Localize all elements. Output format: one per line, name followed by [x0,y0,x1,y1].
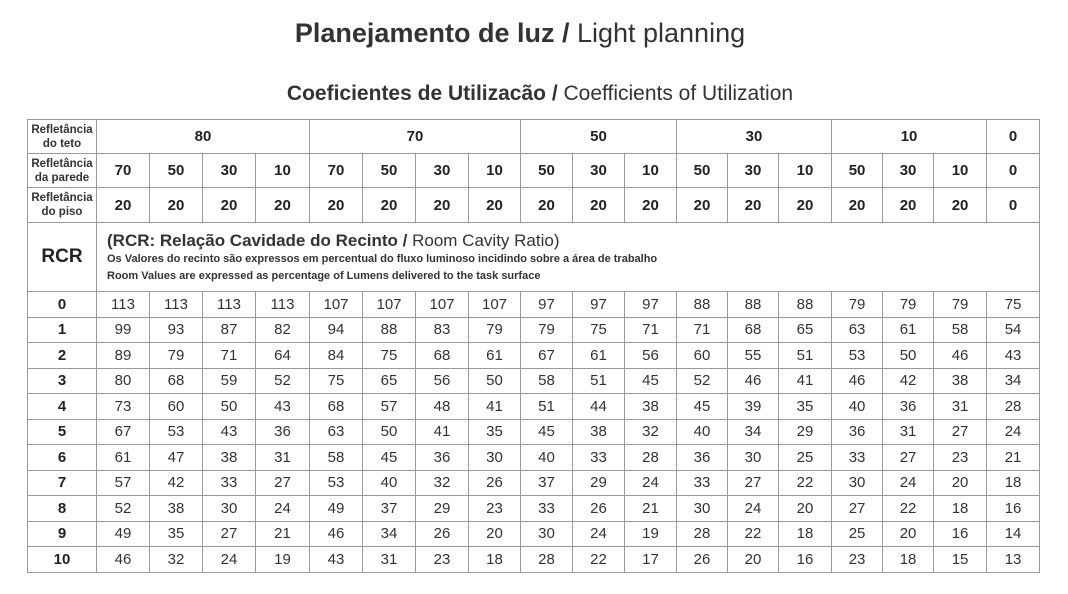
cu-value-cell: 13 [987,547,1040,573]
cu-value-cell: 56 [625,343,677,369]
cu-value-cell: 43 [256,394,310,420]
wall-value: 50 [363,154,416,188]
cu-value-cell: 53 [310,470,363,496]
wall-value: 30 [203,154,256,188]
cu-value-cell: 38 [934,368,987,394]
cu-value-cell: 39 [728,394,779,420]
cu-value-cell: 22 [883,496,934,522]
cu-value-cell: 65 [779,317,832,343]
cu-value-cell: 34 [363,521,416,547]
wall-reflectance-row [28,154,1040,188]
rcr-value: 7 [28,470,97,496]
cu-value-cell: 24 [203,547,256,573]
cu-value-cell: 50 [469,368,521,394]
cu-value-cell: 50 [363,419,416,445]
cu-value-cell: 24 [256,496,310,522]
table-row [28,521,1040,547]
cu-value-cell: 46 [832,368,883,394]
cu-value-cell: 63 [310,419,363,445]
cu-value-cell: 21 [256,521,310,547]
cu-value-cell: 30 [521,521,573,547]
cu-value-cell: 60 [677,343,728,369]
floor-value: 20 [728,188,779,223]
cu-value-cell: 34 [987,368,1040,394]
cu-value-cell: 30 [469,445,521,471]
cu-value-cell: 49 [97,521,150,547]
cu-value-cell: 19 [256,547,310,573]
wall-value: 30 [883,154,934,188]
wall-value: 0 [987,154,1040,188]
cu-value-cell: 23 [469,496,521,522]
cu-value-cell: 113 [256,292,310,318]
cu-value-cell: 113 [97,292,150,318]
cu-value-cell: 87 [203,317,256,343]
cu-value-cell: 113 [150,292,203,318]
floor-value: 20 [883,188,934,223]
cu-value-cell: 34 [728,419,779,445]
rcr-value: 5 [28,419,97,445]
cu-value-cell: 33 [677,470,728,496]
cu-value-cell: 58 [934,317,987,343]
cu-value-cell: 36 [256,419,310,445]
cu-value-cell: 56 [416,368,469,394]
cu-value-cell: 23 [416,547,469,573]
wall-value: 10 [625,154,677,188]
cu-value-cell: 35 [469,419,521,445]
cu-value-cell: 40 [677,419,728,445]
cu-value-cell: 79 [521,317,573,343]
cu-value-cell: 89 [97,343,150,369]
cu-value-cell: 43 [987,343,1040,369]
ceiling-value: 30 [677,120,832,154]
cu-value-cell: 57 [363,394,416,420]
cu-value-cell: 107 [469,292,521,318]
cu-value-cell: 22 [779,470,832,496]
cu-value-cell: 20 [883,521,934,547]
cu-value-cell: 33 [521,496,573,522]
cu-value-cell: 53 [832,343,883,369]
cu-value-cell: 45 [677,394,728,420]
cu-value-cell: 51 [779,343,832,369]
cu-value-cell: 33 [573,445,625,471]
cu-value-cell: 32 [625,419,677,445]
cu-value-cell: 23 [832,547,883,573]
wall-value: 50 [150,154,203,188]
cu-value-cell: 61 [97,445,150,471]
cu-value-cell: 75 [310,368,363,394]
floor-value: 20 [934,188,987,223]
cu-value-cell: 107 [310,292,363,318]
cu-value-cell: 47 [150,445,203,471]
rcr-value: 8 [28,496,97,522]
cu-value-cell: 30 [832,470,883,496]
rcr-value: 0 [28,292,97,318]
cu-value-cell: 68 [728,317,779,343]
cu-value-cell: 53 [150,419,203,445]
cu-value-cell: 18 [469,547,521,573]
cu-value-cell: 15 [934,547,987,573]
cu-value-cell: 27 [728,470,779,496]
cu-value-cell: 27 [934,419,987,445]
cu-value-cell: 38 [203,445,256,471]
cu-value-cell: 16 [934,521,987,547]
rcr-value: 9 [28,521,97,547]
cu-value-cell: 28 [987,394,1040,420]
cu-value-cell: 24 [573,521,625,547]
cu-value-cell: 61 [573,343,625,369]
coefficients-table [27,119,1040,573]
cu-value-cell: 24 [728,496,779,522]
cu-value-cell: 24 [987,419,1040,445]
floor-value: 20 [625,188,677,223]
cu-value-cell: 36 [416,445,469,471]
cu-value-cell: 18 [987,470,1040,496]
cu-value-cell: 58 [310,445,363,471]
cu-value-cell: 88 [728,292,779,318]
cu-value-cell: 99 [97,317,150,343]
cu-value-cell: 71 [203,343,256,369]
cu-value-cell: 36 [832,419,883,445]
wall-value: 10 [779,154,832,188]
cu-value-cell: 27 [883,445,934,471]
table-row [28,496,1040,522]
floor-reflectance-label: Refletância do piso [28,188,97,223]
cu-value-cell: 32 [416,470,469,496]
cu-value-cell: 31 [256,445,310,471]
cu-value-cell: 31 [883,419,934,445]
wall-value: 10 [469,154,521,188]
cu-value-cell: 52 [256,368,310,394]
cu-value-cell: 51 [573,368,625,394]
cu-value-cell: 41 [416,419,469,445]
cu-value-cell: 33 [832,445,883,471]
cu-value-cell: 79 [469,317,521,343]
wall-value: 50 [832,154,883,188]
cu-value-cell: 36 [883,394,934,420]
cu-value-cell: 19 [625,521,677,547]
cu-value-cell: 36 [677,445,728,471]
wall-value: 10 [256,154,310,188]
cu-value-cell: 65 [363,368,416,394]
cu-value-cell: 24 [625,470,677,496]
cu-value-cell: 79 [150,343,203,369]
cu-value-cell: 67 [521,343,573,369]
cu-value-cell: 63 [832,317,883,343]
cu-value-cell: 41 [779,368,832,394]
rcr-label: RCR [28,223,97,292]
floor-value: 20 [573,188,625,223]
cu-value-cell: 35 [150,521,203,547]
cu-value-cell: 16 [987,496,1040,522]
cu-value-cell: 79 [883,292,934,318]
cu-value-cell: 93 [150,317,203,343]
wall-value: 70 [310,154,363,188]
cu-value-cell: 26 [416,521,469,547]
cu-value-cell: 45 [363,445,416,471]
cu-value-cell: 42 [883,368,934,394]
page-title: Planejamento de luz / Light planning [294,18,746,48]
cu-value-cell: 41 [469,394,521,420]
cu-value-cell: 45 [625,368,677,394]
cu-value-cell: 29 [779,419,832,445]
cu-value-cell: 37 [521,470,573,496]
cu-value-cell: 50 [883,343,934,369]
cu-value-cell: 18 [779,521,832,547]
cu-value-cell: 37 [363,496,416,522]
cu-value-cell: 40 [521,445,573,471]
cu-value-cell: 97 [625,292,677,318]
rcr-value: 1 [28,317,97,343]
rcr-value: 3 [28,368,97,394]
table-row [28,394,1040,420]
cu-value-cell: 71 [677,317,728,343]
wall-value: 30 [416,154,469,188]
floor-value: 20 [469,188,521,223]
cu-value-cell: 27 [832,496,883,522]
cu-value-cell: 25 [779,445,832,471]
cu-value-cell: 68 [416,343,469,369]
table-row [28,470,1040,496]
floor-value: 20 [363,188,416,223]
cu-value-cell: 88 [779,292,832,318]
wall-value: 50 [677,154,728,188]
cu-value-cell: 22 [728,521,779,547]
table-row [28,317,1040,343]
cu-value-cell: 27 [203,521,256,547]
cu-value-cell: 24 [883,470,934,496]
cu-value-cell: 68 [310,394,363,420]
cu-value-cell: 30 [203,496,256,522]
cu-value-cell: 29 [416,496,469,522]
cu-value-cell: 25 [832,521,883,547]
cu-value-cell: 30 [728,445,779,471]
floor-value: 20 [150,188,203,223]
cu-value-cell: 46 [310,521,363,547]
cu-value-cell: 75 [987,292,1040,318]
cu-value-cell: 73 [97,394,150,420]
cu-value-cell: 21 [625,496,677,522]
rcr-header-row [28,223,1040,292]
cu-value-cell: 33 [203,470,256,496]
cu-value-cell: 46 [97,547,150,573]
cu-value-cell: 26 [573,496,625,522]
floor-value: 20 [97,188,150,223]
table-row [28,368,1040,394]
cu-value-cell: 31 [934,394,987,420]
floor-value: 20 [203,188,256,223]
wall-reflectance-label: Refletância da parede [28,154,97,188]
cu-value-cell: 61 [883,317,934,343]
cu-value-cell: 46 [728,368,779,394]
wall-value: 50 [521,154,573,188]
cu-value-cell: 52 [677,368,728,394]
cu-value-cell: 35 [779,394,832,420]
cu-value-cell: 61 [469,343,521,369]
floor-value: 20 [521,188,573,223]
floor-value: 0 [987,188,1040,223]
ceiling-reflectance-row [28,120,1040,154]
cu-value-cell: 52 [97,496,150,522]
cu-value-cell: 49 [310,496,363,522]
cu-value-cell: 113 [203,292,256,318]
cu-value-cell: 48 [416,394,469,420]
ceiling-value: 70 [310,120,521,154]
cu-value-cell: 67 [97,419,150,445]
cu-value-cell: 27 [256,470,310,496]
cu-value-cell: 54 [987,317,1040,343]
cu-value-cell: 75 [363,343,416,369]
cu-value-cell: 38 [573,419,625,445]
cu-value-cell: 80 [97,368,150,394]
floor-value: 20 [416,188,469,223]
cu-value-cell: 16 [779,547,832,573]
cu-value-cell: 17 [625,547,677,573]
floor-value: 20 [256,188,310,223]
rcr-value: 2 [28,343,97,369]
wall-value: 10 [934,154,987,188]
cu-value-cell: 79 [934,292,987,318]
cu-value-cell: 75 [573,317,625,343]
cu-value-cell: 22 [573,547,625,573]
cu-value-cell: 20 [469,521,521,547]
cu-value-cell: 60 [150,394,203,420]
cu-value-cell: 14 [987,521,1040,547]
cu-value-cell: 107 [363,292,416,318]
cu-value-cell: 20 [779,496,832,522]
cu-value-cell: 42 [150,470,203,496]
cu-value-cell: 28 [625,445,677,471]
cu-value-cell: 44 [573,394,625,420]
cu-value-cell: 30 [677,496,728,522]
cu-value-cell: 82 [256,317,310,343]
rcr-description: (RCR: Relação Cavidade do Recinto / Room Cavity Ratio) Os Valores do recinto são expressos em percentual do fluxo luminoso incidindo sobre a área de trabalho Room Values are expressed as percentage of Lumens delivered to the task surface [97,223,1040,292]
table-subtitle: Coeficientes de Utilizacão / Coefficients of Utilization [286,82,794,105]
rcr-value: 6 [28,445,97,471]
cu-value-cell: 18 [883,547,934,573]
ceiling-reflectance-label: Refletância do teto [28,120,97,154]
cu-value-cell: 43 [203,419,256,445]
ceiling-value: 50 [521,120,677,154]
cu-value-cell: 97 [573,292,625,318]
cu-value-cell: 97 [521,292,573,318]
ceiling-value: 10 [832,120,987,154]
cu-value-cell: 18 [934,496,987,522]
cu-value-cell: 64 [256,343,310,369]
cu-value-cell: 28 [521,547,573,573]
cu-value-cell: 84 [310,343,363,369]
ceiling-value: 0 [987,120,1040,154]
wall-value: 70 [97,154,150,188]
table-row [28,547,1040,573]
cu-value-cell: 107 [416,292,469,318]
floor-value: 20 [779,188,832,223]
cu-value-cell: 79 [832,292,883,318]
cu-value-cell: 88 [363,317,416,343]
table-row [28,292,1040,318]
wall-value: 30 [728,154,779,188]
cu-value-cell: 94 [310,317,363,343]
cu-value-cell: 50 [203,394,256,420]
ceiling-value: 80 [97,120,310,154]
cu-value-cell: 20 [728,547,779,573]
cu-value-cell: 29 [573,470,625,496]
cu-value-cell: 23 [934,445,987,471]
cu-value-cell: 28 [677,521,728,547]
cu-value-cell: 46 [934,343,987,369]
cu-value-cell: 58 [521,368,573,394]
floor-value: 20 [310,188,363,223]
table-row [28,419,1040,445]
cu-value-cell: 32 [150,547,203,573]
cu-value-cell: 55 [728,343,779,369]
cu-value-cell: 45 [521,419,573,445]
cu-value-cell: 26 [469,470,521,496]
floor-value: 20 [677,188,728,223]
cu-value-cell: 88 [677,292,728,318]
cu-value-cell: 51 [521,394,573,420]
cu-value-cell: 20 [934,470,987,496]
cu-value-cell: 38 [625,394,677,420]
cu-value-cell: 59 [203,368,256,394]
cu-value-cell: 43 [310,547,363,573]
cu-value-cell: 83 [416,317,469,343]
cu-value-cell: 31 [363,547,416,573]
rcr-value: 4 [28,394,97,420]
cu-value-cell: 40 [363,470,416,496]
cu-value-cell: 21 [987,445,1040,471]
data-rows [28,292,1040,573]
rcr-value: 10 [28,547,97,573]
floor-reflectance-row [28,188,1040,223]
cu-value-cell: 71 [625,317,677,343]
table-row [28,343,1040,369]
table-row [28,445,1040,471]
wall-value: 30 [573,154,625,188]
floor-value: 20 [832,188,883,223]
cu-value-cell: 68 [150,368,203,394]
cu-value-cell: 57 [97,470,150,496]
cu-value-cell: 40 [832,394,883,420]
cu-value-cell: 38 [150,496,203,522]
cu-value-cell: 26 [677,547,728,573]
